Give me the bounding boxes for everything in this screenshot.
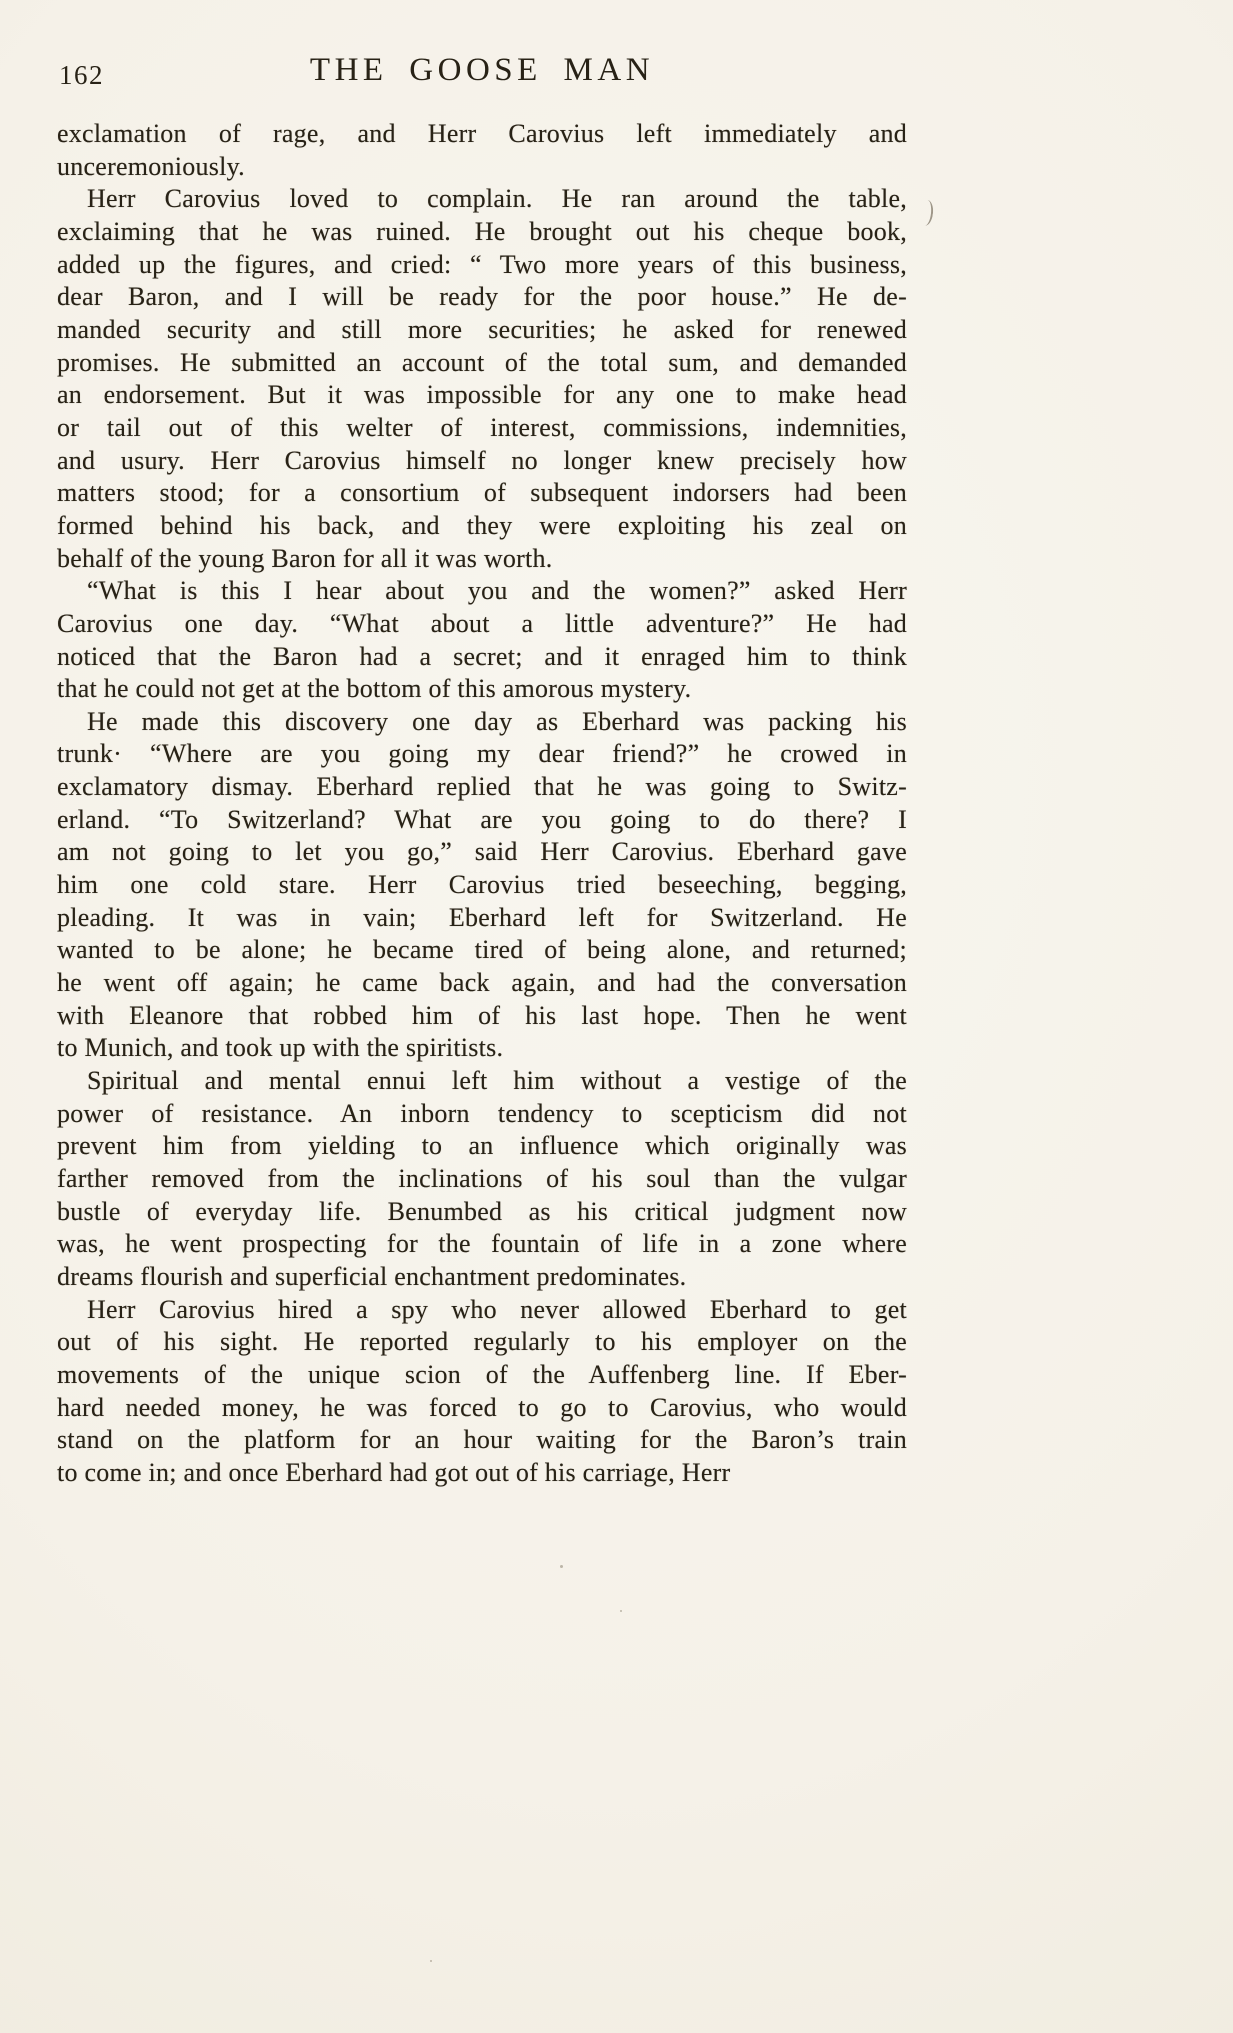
text-line: formed behind his back, and they were exploiting his zeal on	[57, 510, 907, 540]
text-line: unceremoniously.	[57, 151, 245, 181]
text-line: was, he went prospecting for the fountain of life in a zone where	[57, 1229, 907, 1259]
text-line: Herr Carovius loved to complain. He ran around the table,	[87, 184, 907, 214]
text-line: trunk· “Where are you going my dear friend?” he crowed in	[57, 739, 907, 769]
page-header	[57, 52, 907, 98]
text-line: dreams flourish and superficial enchantment predominates.	[57, 1261, 687, 1291]
paragraph	[57, 706, 907, 1065]
text-line: Spiritual and mental ennui left him without a vestige of the	[87, 1066, 907, 1096]
text-line: he went off again; he came back again, and had the conversation	[57, 968, 907, 998]
text-line: or tail out of this welter of interest, commissions, indemnities,	[57, 412, 907, 442]
text-line: He made this discovery one day as Eberhard was packing his	[87, 706, 907, 736]
text-line: pleading. It was in vain; Eberhard left for Switzerland. He	[57, 902, 907, 932]
text-line: to Munich, and took up with the spiritists.	[57, 1033, 504, 1063]
text-line: exclamatory dismay. Eberhard replied that he was going to Switz-	[57, 772, 907, 802]
text-line: Carovius one day. “What about a little adventure?” He had	[57, 608, 907, 638]
scan-speckle	[620, 1610, 622, 1612]
page-number: 162	[59, 60, 104, 90]
scan-speckle	[430, 1960, 432, 1962]
page-body	[57, 118, 907, 1490]
text-line: am not going to let you go,” said Herr Carovius. Eberhard gave	[57, 837, 907, 867]
paragraph	[57, 575, 907, 706]
text-line: hard needed money, he was forced to go to Carovius, who would	[57, 1392, 907, 1422]
text-line: prevent him from yielding to an influence which originally was	[57, 1131, 907, 1161]
text-line: added up the figures, and cried: “ Two more years of this business,	[57, 249, 907, 279]
text-line: him one cold stare. Herr Carovius tried beseeching, begging,	[57, 870, 907, 900]
text-line: erland. “To Switzerland? What are you going to do there? I	[57, 804, 907, 834]
text-line: out of his sight. He reported regularly to his employer on the	[57, 1327, 907, 1357]
text-line: manded security and still more securities; he asked for renewed	[57, 314, 907, 344]
text-line: power of resistance. An inborn tendency to scepticism did not	[57, 1098, 907, 1128]
text-line: Herr Carovius hired a spy who never allowed Eberhard to get	[87, 1294, 907, 1324]
text-line: an endorsement. But it was impossible for any one to make head	[57, 380, 907, 410]
text-line: with Eleanore that robbed him of his last hope. Then he went	[57, 1000, 907, 1030]
text-line: and usury. Herr Carovius himself no longer knew precisely how	[57, 445, 907, 475]
text-line: that he could not get at the bottom of this amorous mystery.	[57, 674, 692, 704]
scan-artifact-mark	[922, 200, 935, 227]
text-line: exclaiming that he was ruined. He brought out his cheque book,	[57, 216, 907, 246]
text-line: matters stood; for a consortium of subsequent indorsers had been	[57, 478, 907, 508]
page-content	[57, 52, 907, 1490]
text-line: exclamation of rage, and Herr Carovius left immediately and	[57, 119, 907, 148]
text-line: noticed that the Baron had a secret; and it enraged him to think	[57, 641, 907, 671]
text-line: dear Baron, and I will be ready for the poor house.” He de-	[57, 282, 907, 312]
text-line: to come in; and once Eberhard had got out of his carriage, Herr	[57, 1457, 731, 1487]
paragraph	[57, 1294, 907, 1490]
text-line: wanted to be alone; he became tired of being alone, and returned;	[57, 935, 907, 965]
scan-speckle	[560, 1565, 563, 1568]
text-line: movements of the unique scion of the Auffenberg line. If Eber-	[57, 1359, 907, 1389]
text-line: “What is this I hear about you and the women?” asked Herr	[87, 576, 907, 606]
text-line: stand on the platform for an hour waiting for the Baron’s train	[57, 1425, 907, 1455]
paragraph	[57, 1065, 907, 1294]
paragraph	[57, 183, 907, 575]
text-line: bustle of everyday life. Benumbed as his critical judgment now	[57, 1196, 907, 1226]
paragraph	[57, 118, 907, 183]
text-line: promises. He submitted an account of the total sum, and demanded	[57, 347, 907, 377]
page-title: THE GOOSE MAN	[309, 52, 655, 88]
text-line: behalf of the young Baron for all it was worth.	[57, 543, 553, 573]
text-line: farther removed from the inclinations of his soul than the vulgar	[57, 1164, 907, 1193]
